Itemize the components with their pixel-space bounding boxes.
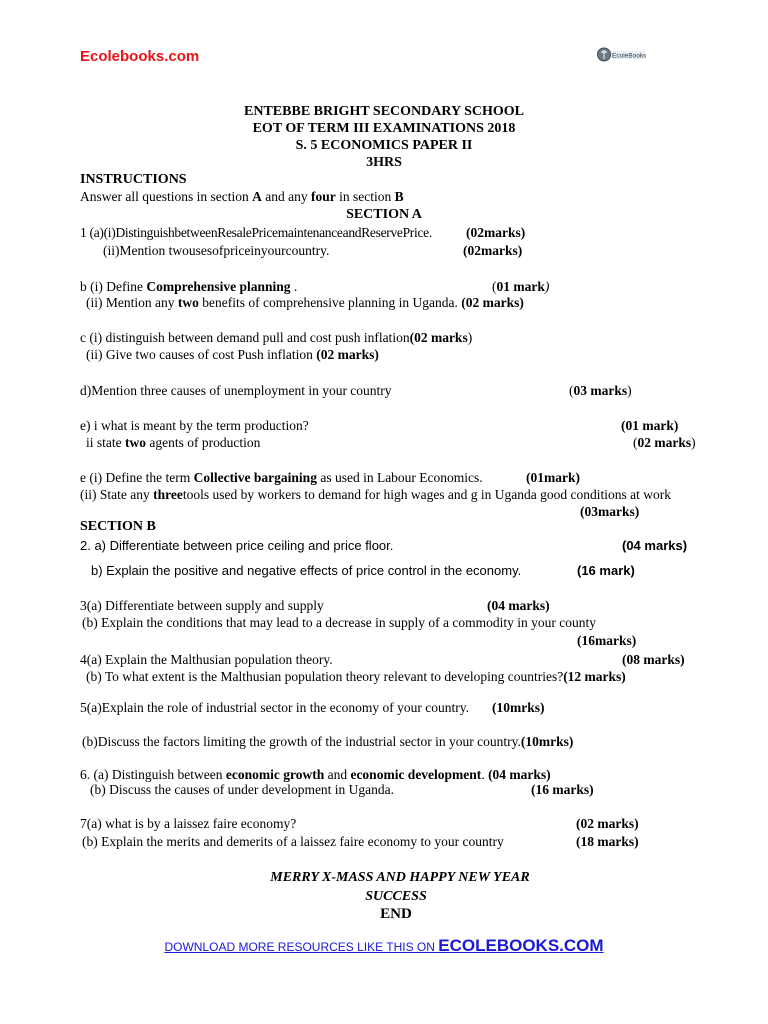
q6a: 6. (a) Distinguish between economic growth and economic development. (04 marks)	[80, 767, 551, 782]
q3a: 3(a) Differentiate between supply and supply	[80, 598, 324, 613]
q1a-i-marks: (02marks)	[466, 225, 526, 240]
q1f-i: e (i) Define the term Collective bargaining as used in Labour Economics.	[80, 470, 483, 485]
q4b: (b) To what extent is the Malthusian population theory relevant to developing countries?(12 marks)	[86, 669, 626, 684]
q1a-ii-marks: (02marks)	[463, 243, 523, 258]
q1f-ii: (ii) State any threetools used by workers to demand for high wages and g in Uganda good conditions at work	[80, 487, 672, 502]
q5a-marks: (10mrks)	[492, 700, 545, 715]
q7b-marks: (18 marks)	[576, 834, 639, 849]
q1e-i-marks: (01 mark)	[621, 418, 679, 433]
exam-title: EOT OF TERM III EXAMINATIONS 2018	[252, 121, 516, 136]
footer-brand[interactable]: ECOLEBOOKS.COM	[438, 936, 604, 955]
q3b: (b) Explain the conditions that may lead to a decrease in supply of a commodity in your county	[82, 615, 596, 630]
q6b: (b) Discuss the causes of under development in Uganda.	[90, 782, 395, 797]
q1b-ii: (ii) Mention any two benefits of comprehensive planning in Uganda. (02 marks)	[86, 295, 524, 310]
footer-small-text[interactable]: DOWNLOAD MORE RESOURCES LIKE THIS ON	[164, 940, 439, 954]
q5a: 5(a)Explain the role of industrial sector in the economy of your country.	[80, 700, 470, 715]
school-name: ENTEBBE BRIGHT SECONDARY SCHOOL	[244, 104, 524, 119]
q7b: (b) Explain the merits and demerits of a laissez faire economy to your country	[82, 834, 504, 849]
q1e-ii: ii state two agents of production	[86, 435, 261, 450]
paper-title: S. 5 ECONOMICS PAPER II	[295, 138, 473, 153]
ecolebooks-logo	[596, 46, 646, 63]
q1a-i: 1 (a)(i)DistinguishbetweenResalePricemaintenanceandReservePrice.	[80, 225, 432, 240]
logo-text: EcoleBooks	[612, 52, 646, 60]
q1e-ii-marks: (02 marks)	[633, 435, 696, 450]
instructions-heading: INSTRUCTIONS	[80, 172, 187, 187]
q4a-marks: (08 marks)	[622, 652, 685, 667]
q1d-marks: (03 marks)	[569, 383, 632, 398]
q2b: b) Explain the positive and negative effects of price control in the economy.	[91, 563, 522, 578]
q3a-marks: (04 marks)	[487, 598, 550, 613]
q2a-marks: (04 marks)	[622, 538, 688, 553]
q2b-marks: (16 mark)	[577, 563, 635, 578]
q1d: d)Mention three causes of unemployment in your country	[80, 383, 392, 398]
q2a: 2. a) Differentiate between price ceiling and price floor.	[80, 538, 394, 553]
section-a-heading: SECTION A	[346, 207, 422, 222]
q1b-i: b (i) Define Comprehensive planning .	[80, 279, 298, 294]
footer-link[interactable]	[0, 937, 768, 956]
q6b-marks: (16 marks)	[531, 782, 594, 797]
success: SUCCESS	[365, 889, 427, 904]
duration: 3HRS	[366, 155, 402, 170]
q1f-i-marks: (01mark)	[526, 470, 580, 485]
q1e-i: e) i what is meant by the term production?	[80, 418, 309, 433]
q4a: 4(a) Explain the Malthusian population theory.	[80, 652, 333, 667]
q1c-i: c (i) distinguish between demand pull and cost push inflation(02 marks)	[80, 330, 473, 345]
q7a: 7(a) what is by a laissez faire economy?	[80, 816, 297, 831]
q1f-ii-marks: (03marks)	[580, 504, 640, 519]
q5b: (b)Discuss the factors limiting the growth of the industrial sector in your country.(10mrks)	[82, 734, 574, 749]
q1c-ii: (ii) Give two causes of cost Push inflation (02 marks)	[86, 347, 379, 362]
greeting: MERRY X-MASS AND HAPPY NEW YEAR	[270, 870, 530, 885]
instructions-text: Answer all questions in section A and any four in section B	[80, 189, 404, 204]
brand-link[interactable]: Ecolebooks.com	[80, 48, 200, 65]
section-b-heading: SECTION B	[80, 519, 156, 534]
q7a-marks: (02 marks)	[576, 816, 639, 831]
q3b-marks: (16marks)	[577, 633, 637, 648]
q1a-ii: (ii)Mention twousesofpriceinyourcountry.	[103, 243, 330, 258]
q1b-i-marks: (01 mark)	[492, 279, 550, 294]
end: END	[380, 906, 412, 922]
